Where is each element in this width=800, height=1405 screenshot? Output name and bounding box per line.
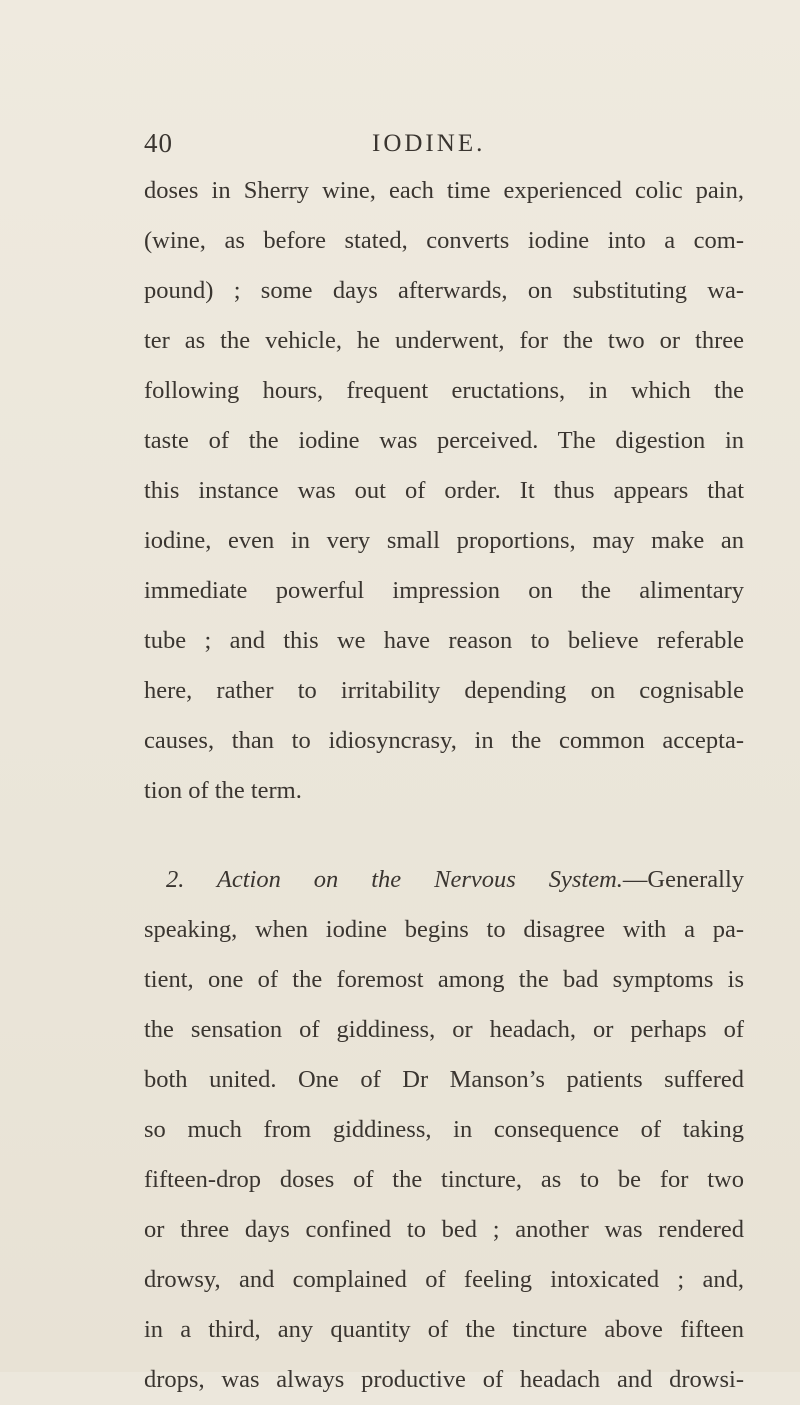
text-line: ter as the vehicle, he underwent, for the two or three: [144, 327, 744, 354]
running-title: IODINE.: [372, 130, 486, 157]
text-line: fifteen-drop doses of the tincture, as to be for two: [144, 1166, 744, 1193]
text-line: tube ; and this we have reason to believe referable: [144, 627, 744, 654]
section-heading-tail: —Generally: [622, 866, 744, 893]
text-line: doses in Sherry wine, each time experienced colic pain,: [144, 177, 744, 204]
paragraph-2: [144, 855, 744, 1405]
text-line: in a third, any quantity of the tincture above fifteen: [144, 1316, 744, 1343]
text-line: iodine, even in very small proportions, may make an: [144, 527, 744, 554]
text-line: drowsy, and complained of feeling intoxicated ; and,: [144, 1266, 744, 1293]
text-line: here, rather to irritability depending on cognisable: [144, 677, 744, 704]
text-line: immediate powerful impression on the alimentary: [144, 577, 744, 604]
text-line: so much from giddiness, in consequence of taking: [144, 1116, 744, 1143]
text-line: the sensation of giddiness, or headach, or perhaps of: [144, 1016, 744, 1043]
text-line: tient, one of the foremost among the bad symptoms is: [144, 966, 744, 993]
paragraph-1: [144, 166, 744, 816]
body-text: [144, 166, 744, 1405]
text-line: following hours, frequent eructations, in which the: [144, 377, 744, 404]
text-line: tion of the term.: [144, 777, 302, 804]
text-line: taste of the iodine was perceived. The digestion in: [144, 427, 744, 454]
section-heading-line: [144, 855, 744, 905]
text-line: or three days confined to bed ; another was rendered: [144, 1216, 744, 1243]
running-head: [144, 128, 744, 168]
text-line: this instance was out of order. It thus appears that: [144, 477, 744, 504]
text-line: speaking, when iodine begins to disagree with a pa-: [144, 916, 744, 943]
text-line: pound) ; some days afterwards, on substituting wa-: [144, 277, 744, 304]
text-line: (wine, as before stated, converts iodine into a com-: [144, 227, 744, 254]
section-heading: 2. Action on the Nervous System.: [166, 866, 623, 893]
text-line: causes, than to idiosyncrasy, in the common accepta-: [144, 727, 744, 754]
page-number: 40: [144, 128, 173, 158]
paragraph-gap: [144, 816, 744, 855]
text-line: both united. One of Dr Manson’s patients suffered: [144, 1066, 744, 1093]
text-line: drops, was always productive of headach and drowsi-: [144, 1366, 744, 1393]
